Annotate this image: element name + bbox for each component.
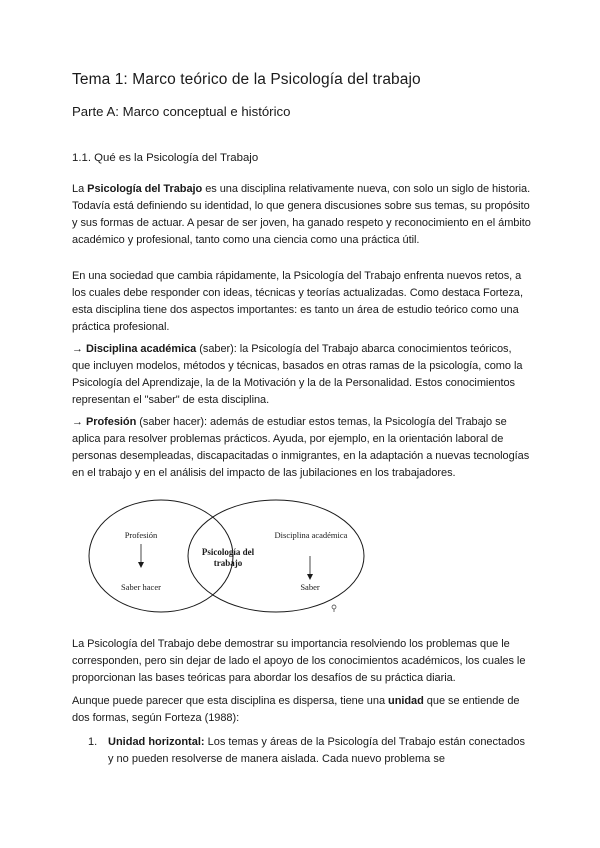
part-subtitle: Parte A: Marco conceptual e histórico (72, 104, 291, 119)
p3-bold-term: Disciplina académica (85, 343, 197, 355)
venn-center-label-line2: trabajo (213, 558, 243, 568)
p1-post: es una disciplina relativamente nueva, con solo un siglo de historia. Todavía está definiendo su identidad, lo que genera discusiones sobre sus temas, su propósito y sus formas de actuar. A pesar de ser joven, ha ganado respeto y reconocimiento en el ámbito académico y profesional, tanto como una ciencia como una práctica útil. (72, 183, 531, 246)
paragraph-intro (72, 181, 532, 249)
venn-right-arrowhead (307, 574, 313, 580)
p4-bold-term: Profesión (85, 416, 137, 428)
venn-left-arrowhead (138, 562, 144, 568)
small-mark-icon (332, 605, 336, 612)
paragraph-importance: La Psicología del Trabajo debe demostrar su importancia resolviendo los problemas que le corresponden, pero sin dejar de lado el apoyo de los conocimientos académicos, los cuales le proporcionan las bases teóricas para abordar los desafíos de su práctica diaria. (72, 638, 526, 684)
venn-diagram (86, 496, 376, 626)
paragraph-profession (72, 414, 532, 482)
arrow-icon: → (72, 416, 86, 428)
venn-center-label-line1: Psicología del (201, 547, 255, 557)
p1-pre: La (72, 183, 88, 195)
document-title: Tema 1: Marco teórico de la Psicología del trabajo (72, 71, 421, 88)
paragraph-society: En una sociedad que cambia rápidamente, la Psicología del Trabajo enfrenta nuevos retos, a los cuales debe responder con ideas, técnicas y teorías actualizadas. Como destaca Forteza, esta disciplina tiene dos aspectos importantes: es tanto un área de estudio teórico como una práctica profesional. (72, 270, 523, 333)
p3-post: (saber): la Psicología del Trabajo abarca conocimientos teóricos, que incluyen modelos, métodos y técnicas, basados en otras ramas de la psicología, como la Psicología del Aprendizaje, la de la Motivación y la de la Personalidad. Estos conocimientos representan el "saber" de esta disciplina. (72, 343, 523, 406)
arrow-icon: → (72, 343, 86, 355)
venn-left-top-label: Profesión (124, 530, 158, 540)
p6-bold-term: unidad (388, 695, 424, 707)
section-heading: 1.1. Qué es la Psicología del Trabajo (72, 152, 259, 164)
p6-pre: Aunque puede parecer que esta disciplina es dispersa, tiene una (72, 695, 389, 707)
venn-right-top-label: Disciplina académica (274, 530, 348, 540)
list-item (88, 734, 528, 768)
paragraph-academic (72, 341, 532, 409)
p1-bold-term: Psicología del Trabajo (87, 183, 203, 195)
list-item-bold: Unidad horizontal: (108, 736, 205, 748)
paragraph-unity (72, 693, 532, 727)
venn-left-bottom-label: Saber hacer (121, 582, 161, 592)
list-item-text: Los temas y áreas de la Psicología del Trabajo están conectados y no pueden resolverse de manera aislada. Cada nuevo problema se (108, 736, 525, 765)
list-item-number: 1. (88, 736, 98, 748)
numbered-list (88, 734, 528, 768)
venn-right-bottom-label: Saber (300, 582, 320, 592)
list-item-body (108, 734, 528, 768)
p6-post: que se entiende de dos formas, según Forteza (1988): (72, 695, 520, 724)
p4-post: (saber hacer): además de estudiar estos temas, la Psicología del Trabajo se aplica para resolver problemas prácticos. Ayuda, por ejemplo, en la orientación laboral de personas desempleadas, discapacitadas o inmigrantes, en la adaptación a nuevas tecnologías en el trabajo y en el análisis del impacto de las jubilaciones en los trabajadores. (72, 416, 530, 479)
